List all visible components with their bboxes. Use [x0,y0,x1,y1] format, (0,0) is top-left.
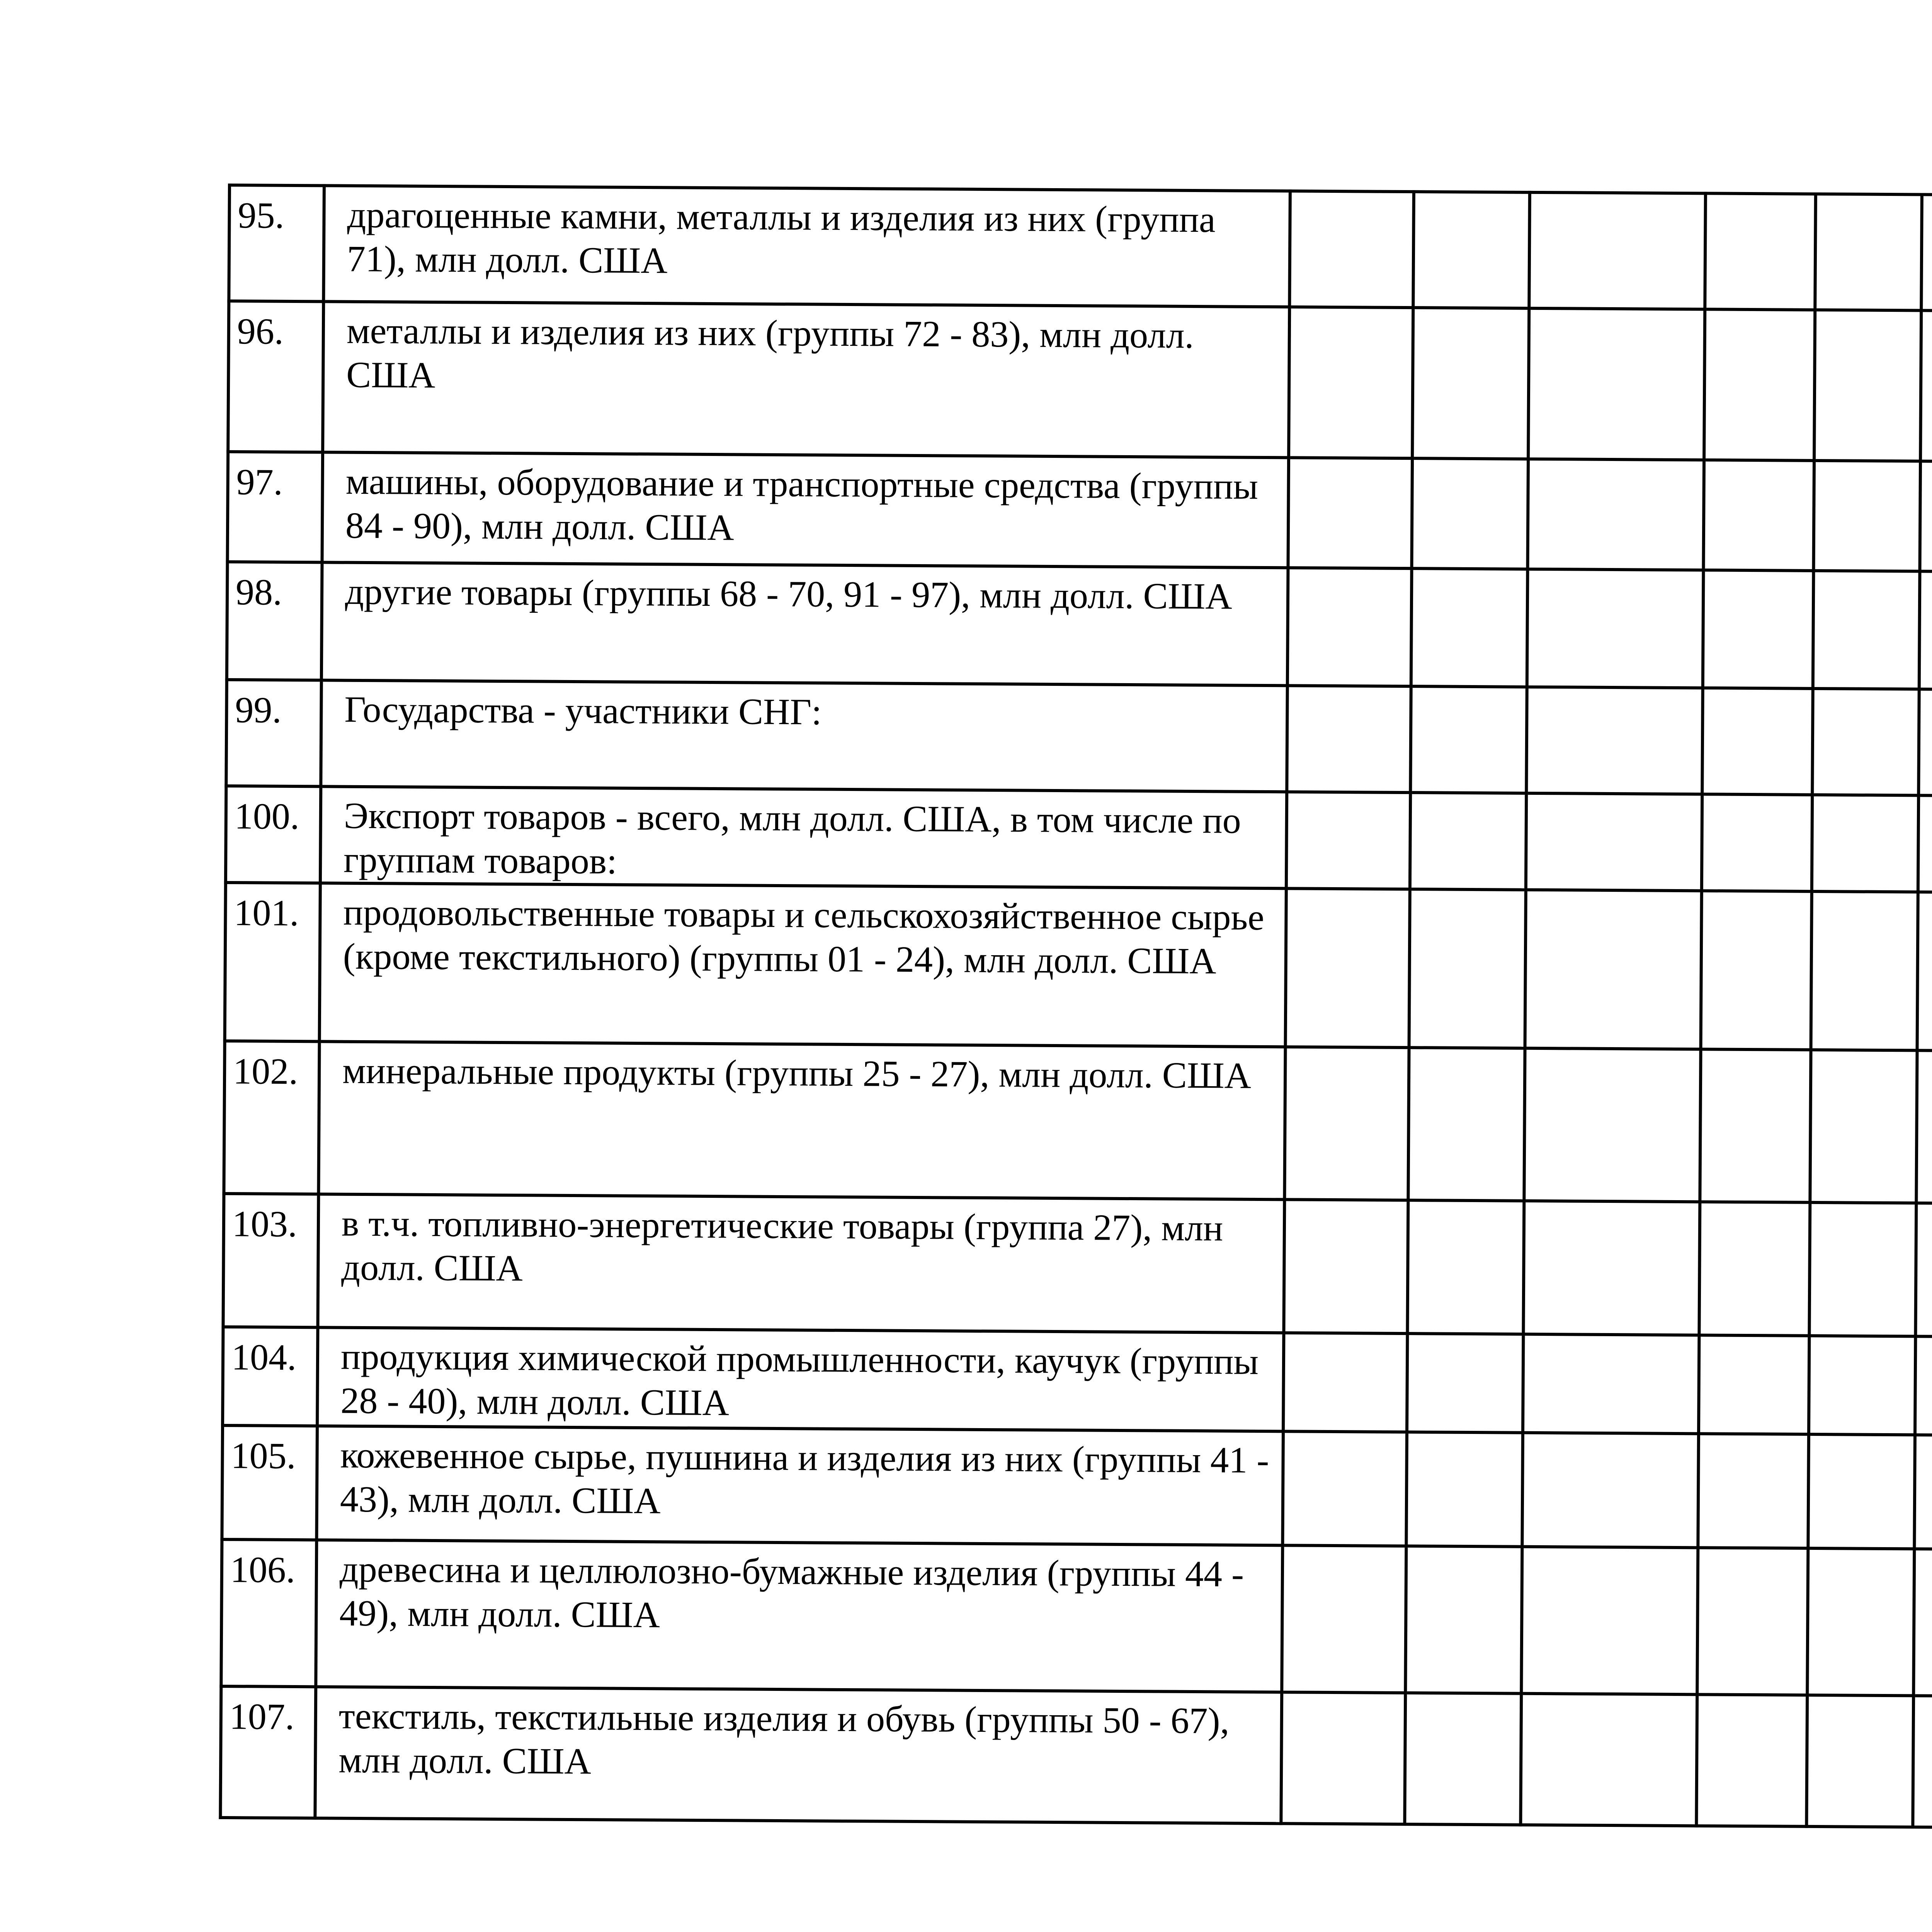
row-number: 101. [225,883,320,1041]
value-cell[interactable] [1920,310,1932,462]
table-row [221,1539,1932,1701]
value-cell[interactable] [1806,1695,1913,1827]
value-cell[interactable] [1814,310,1921,461]
value-cell[interactable] [1696,1694,1807,1827]
row-label: Государства - участники СНГ: [321,680,1287,792]
value-cell[interactable] [1810,1050,1917,1203]
value-cell[interactable] [1703,460,1814,571]
value-cell[interactable] [1697,1548,1808,1695]
value-cell[interactable] [1913,1696,1932,1828]
value-cell[interactable] [1529,192,1706,310]
value-cell[interactable] [1409,889,1526,1048]
value-cell[interactable] [1812,795,1918,892]
value-cell[interactable] [1407,1200,1524,1334]
value-cell[interactable] [1815,194,1922,311]
value-cell[interactable] [1413,192,1530,308]
value-cell[interactable] [1406,1432,1523,1547]
value-cell[interactable] [1411,568,1528,687]
value-cell[interactable] [1407,1333,1523,1433]
value-cell[interactable] [1523,1201,1700,1335]
value-cell[interactable] [1918,795,1932,893]
value-cell[interactable] [1282,1545,1406,1693]
table-row [228,452,1932,576]
value-cell[interactable] [1813,571,1920,689]
row-number: 99. [226,680,321,786]
value-cell[interactable] [1408,1048,1525,1201]
row-number: 96. [228,301,323,452]
value-cell[interactable] [1809,1336,1915,1435]
value-cell[interactable] [1525,890,1702,1049]
table-row [228,301,1932,466]
value-cell[interactable] [1915,1203,1932,1337]
table-row [223,1327,1932,1440]
value-cell[interactable] [1917,892,1932,1051]
value-cell[interactable] [1526,793,1702,891]
value-cell[interactable] [1522,1433,1699,1548]
row-number: 100. [226,786,321,883]
value-cell[interactable] [1703,570,1814,689]
value-cell[interactable] [1705,193,1816,310]
value-cell[interactable] [1286,792,1410,889]
value-cell[interactable] [1527,569,1704,688]
value-cell[interactable] [1700,1049,1811,1202]
row-label: другие товары (группы 68 - 70, 91 - 97), млн долл. США [321,562,1288,685]
row-label: продовольственные товары и сельскохозяйственное сырье (кроме текстильного) (группы 01 - 24), млн долл. США [320,883,1286,1047]
value-cell[interactable] [1527,459,1704,570]
row-number: 102. [224,1041,319,1194]
value-cell[interactable] [1287,568,1412,686]
statistics-table [219,184,1932,1833]
row-number: 95. [229,185,324,301]
value-cell[interactable] [1528,308,1705,460]
row-label: в т.ч. топливно-энергетические товары (группа 27), млн долл. США [318,1194,1284,1333]
document-sheet [219,184,1932,1833]
value-cell[interactable] [1412,458,1528,569]
value-cell[interactable] [1520,1694,1697,1826]
row-label: продукция химической промышленности, каучук (группы 28 - 40), млн долл. США [317,1327,1284,1431]
row-number: 107. [220,1686,316,1818]
row-number: 97. [228,452,323,562]
value-cell[interactable] [1405,1693,1521,1825]
table-row [223,1194,1932,1341]
table-row [229,185,1932,315]
value-cell[interactable] [1284,1199,1408,1333]
value-cell[interactable] [1702,688,1813,795]
row-label: Экспорт товаров - всего, млн долл. США, в том числе по группам товаров: [320,786,1287,888]
value-cell[interactable] [1287,685,1411,793]
row-number: 106. [221,1539,316,1687]
value-cell[interactable] [1811,891,1918,1051]
value-cell[interactable] [1812,689,1919,796]
row-label: металлы и изделия из них (группы 72 - 83), млн долл. США [323,301,1289,457]
value-cell[interactable] [1807,1548,1914,1696]
value-cell[interactable] [1412,308,1529,459]
value-cell[interactable] [1281,1692,1405,1824]
value-cell[interactable] [1699,1202,1810,1336]
table-row [227,562,1932,694]
value-cell[interactable] [1701,891,1812,1050]
row-label: древесина и целлюлозно-бумажные изделия (группы 44 - 49), млн долл. США [316,1540,1282,1692]
value-cell[interactable] [1702,794,1812,891]
value-cell[interactable] [1813,461,1920,571]
row-number: 98. [227,562,322,680]
row-label: текстиль, текстильные изделия и обувь (группы 50 - 67), млн долл. США [315,1687,1282,1823]
row-number: 105. [222,1425,317,1540]
value-cell[interactable] [1914,1435,1932,1550]
value-cell[interactable] [1289,307,1413,458]
value-cell[interactable] [1809,1202,1916,1337]
value-cell[interactable] [1410,686,1527,793]
value-cell[interactable] [1284,1047,1409,1200]
value-cell[interactable] [1521,1547,1698,1695]
value-cell[interactable] [1921,194,1932,311]
value-cell[interactable] [1919,571,1932,690]
value-cell[interactable] [1526,687,1703,794]
row-label: минеральные продукты (группы 25 - 27), млн долл. США [318,1041,1285,1199]
row-number: 103. [223,1194,318,1327]
value-cell[interactable] [1915,1336,1932,1436]
value-cell[interactable] [1523,1334,1699,1434]
value-cell[interactable] [1282,1431,1407,1546]
table-row [220,1686,1932,1832]
value-cell[interactable] [1916,1050,1932,1204]
value-cell[interactable] [1704,309,1815,461]
value-cell[interactable] [1918,689,1932,796]
value-cell[interactable] [1288,457,1412,568]
table-row [224,1041,1932,1208]
value-cell[interactable] [1286,888,1410,1048]
value-cell[interactable] [1283,1333,1407,1432]
value-cell[interactable] [1698,1434,1809,1548]
value-cell[interactable] [1524,1048,1701,1202]
table-row [226,786,1932,897]
row-label: кожевенное сырье, пушнина и изделия из них (группы 41 - 43), млн долл. США [316,1426,1283,1545]
table-row [226,680,1932,800]
row-number: 104. [223,1327,318,1426]
value-cell[interactable] [1920,461,1932,572]
value-cell[interactable] [1289,191,1414,308]
value-cell[interactable] [1699,1335,1809,1434]
value-cell[interactable] [1405,1546,1522,1694]
table-row [222,1425,1932,1554]
value-cell[interactable] [1913,1549,1932,1697]
table-row [225,883,1932,1055]
row-label: машины, оборудование и транспортные средства (группы 84 - 90), млн долл. США [322,452,1289,568]
row-label: драгоценные камни, металлы и изделия из них (группа 71), млн долл. США [323,185,1290,307]
value-cell[interactable] [1410,793,1526,890]
value-cell[interactable] [1808,1434,1915,1549]
